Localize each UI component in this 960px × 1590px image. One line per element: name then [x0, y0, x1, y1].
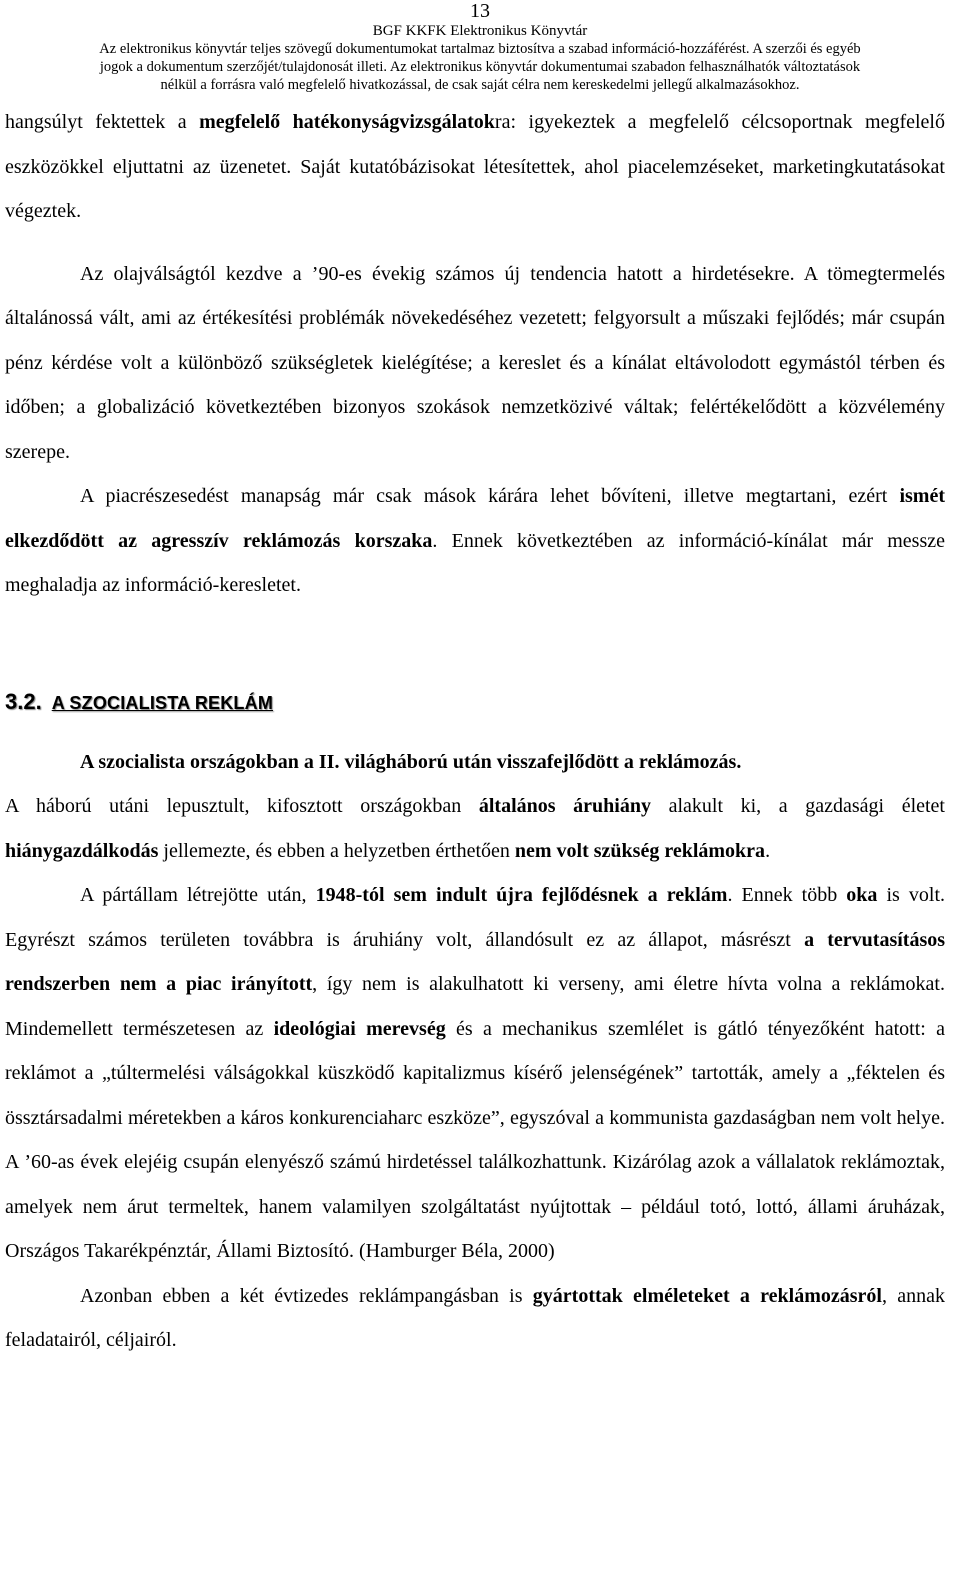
section-heading — [5, 680, 945, 724]
text-run: A piacrészesedést manapság már csak mások kárára lehet bővíteni, illetve megtartani, ezért — [80, 485, 900, 507]
text-run: A pártállam létrejötte után, — [80, 884, 316, 906]
section-title: A SZOCIALISTA REKLÁM — [51, 692, 274, 713]
text-run: és a mechanikus szemlélet is gátló tényezőként hatott: a reklámot a „túltermelési válságokkal küszködő kapitalizmus kísérő jelenségének” tartották, amely a „féktelen és össztársadalmi méretekben a káros konkurenciaharc eszköze”, egyszóval a kommunista gazdaságban nem volt helye. A ’60-as évek elejéig csupán elenyésző számú hirdetéssel találkozhattunk. Kizárólag azok a vállalatok reklámoztak, amelyek nem árut termeltek, hanem valamilyen szolgáltatást nyújtottak – például totó, lottó, állami áruházak, Országos Takarékpénztár, Állami Biztosító. (Hamburger Béla, 2000) — [5, 1017, 945, 1262]
bold-run: megfelelő hatékonyságvizsgálatok — [199, 111, 495, 133]
section-number: 3.2. — [5, 688, 42, 714]
bold-run: ideológiai merevség — [273, 1017, 446, 1040]
paragraph-theories — [5, 1274, 945, 1363]
text-run: A háború utáni lepusztult, kifosztott országokban — [5, 795, 479, 817]
text-run: , annak feladatairól, céljairól. — [5, 1284, 945, 1351]
document-body — [5, 100, 945, 1363]
bold-run: oka — [846, 884, 878, 906]
copyright-notice-line-3: nélkül a forrásra való megfelelő hivatkozással, de csak saját célra nem kereskedelmi jellegű alkalmazásokhoz. — [160, 77, 800, 93]
text-run: . — [765, 839, 771, 862]
text-run: is volt. Egyrészt számos területen továbbra is áruhiány volt, állandósult ez az állapot, másrészt — [5, 884, 946, 951]
section-subtitle: A szocialista országokban a II. világháború után visszafejlődött a reklámozás. — [80, 750, 742, 773]
text-run: jellemezte, és ebben a helyzetben érthetően — [158, 839, 515, 862]
text-run: , így nem is alakulhatott ki verseny, ami életre hívta volna a reklámokat. Mindemellett természetesen az — [5, 973, 945, 1040]
text-run: alakult ki, a gazdasági életet — [650, 795, 945, 817]
text-run: Azonban ebben a két évtizedes reklámpangásban is — [80, 1284, 533, 1307]
bold-run: hiánygazdálkodás — [5, 839, 159, 862]
text-run: hangsúlyt fektettek a — [5, 111, 200, 133]
text-run: ra: igyekeztek a megfelelő célcsoportnak megfelelő eszközökkel eljuttatni az üzenetet. Saját kutatóbázisokat létesítettek, ahol piacelemzéseket, marketingkutatásokat végeztek. — [5, 111, 945, 222]
bold-run: általános áruhiány — [478, 795, 651, 817]
paragraph-market-share — [5, 474, 945, 608]
bold-run: nem volt szükség reklámokra — [514, 839, 766, 862]
paragraph-party-state — [5, 873, 945, 1274]
paragraph-effectiveness — [5, 100, 945, 234]
copyright-notice-line-2: jogok a dokumentum szerzőjét/tulajdonosát illeti. Az elektronikus könyvtár dokumentumai szabadon felhasználhatók változtatások — [99, 59, 861, 75]
text-run: . Ennek több — [727, 884, 847, 906]
bold-run: 1948-tól sem indult újra fejlődésnek a reklám — [315, 884, 728, 906]
paragraph-postwar — [5, 784, 945, 873]
page-number: 13 — [470, 0, 490, 22]
text-run: . Ennek következtében az információ-kínálat már messze meghaladja az információ-keresletet. — [5, 529, 945, 596]
library-name: BGF KKFK Elektronikus Könyvtár — [372, 23, 588, 39]
copyright-notice-line-1: Az elektronikus könyvtár teljes szövegű dokumentumokat tartalmaz biztosítva a szabad információ-hozzáférést. A szerzői és egyéb — [99, 41, 861, 57]
paragraph-oil-crisis: Az olajválságtól kezdve a ’90-es évekig számos új tendencia hatott a hirdetésekre. A tömegtermelés általánossá vált, ami az értékesítési problémák növekedéséhez vezetett; felgyorsult a műszaki fejlődés; már csupán pénz kérdése volt a különböző szükségletek kielégítése; a kereslet és a kínálat eltávolodott egymástól térben és időben; a globalizáció következtében bizonyos szokások nemzetközivé váltak; felértékelődött a közvélemény szerepe. — [5, 262, 945, 463]
page-header — [0, 0, 960, 94]
bold-run: gyártottak elméleteket a reklámozásról — [532, 1284, 882, 1307]
bold-run: ismét elkezdődött az agresszív reklámozás korszaka — [5, 485, 945, 552]
bold-run: a tervutasításos rendszerben nem a piac irányított — [5, 928, 946, 995]
